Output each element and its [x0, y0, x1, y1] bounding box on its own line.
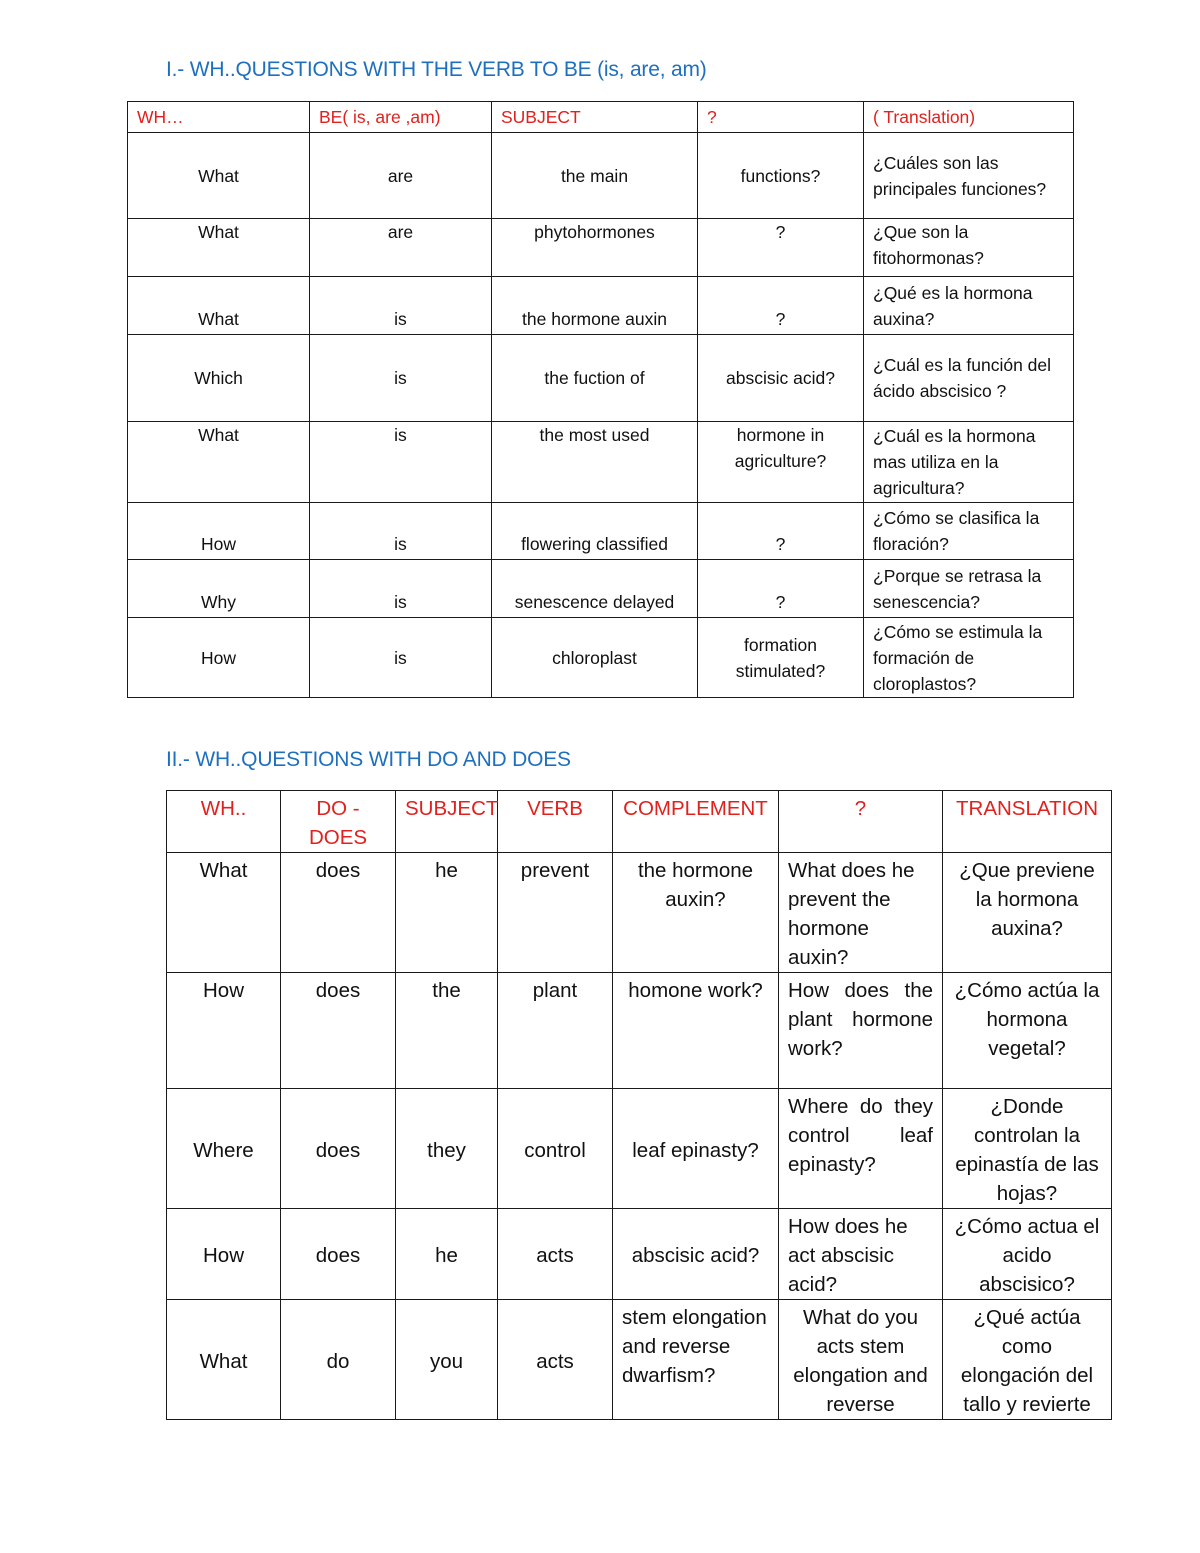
table-cell: ¿Donde controlan la epinastía de las hojas?: [943, 1089, 1112, 1209]
header-cell: ?: [698, 102, 864, 133]
table-cell: ?: [698, 219, 864, 277]
table-cell: the: [396, 973, 498, 1089]
table-cell: ¿Porque se retrasa la senescencia?: [864, 560, 1074, 618]
header-cell: WH…: [128, 102, 310, 133]
table-cell: How does he act abscisic acid?: [779, 1209, 943, 1300]
table-cell: ?: [698, 277, 864, 335]
header-cell: TRANSLATION: [943, 791, 1112, 853]
table-cell: How: [128, 503, 310, 560]
table-cell: he: [396, 1209, 498, 1300]
table-cell: What: [167, 1300, 281, 1420]
table-cell: is: [310, 277, 492, 335]
table-cell: ¿Que previene la hormona auxina?: [943, 853, 1112, 973]
header-cell: VERB: [498, 791, 613, 853]
section1-title: I.- WH..QUESTIONS WITH THE VERB TO BE (is, are, am): [166, 58, 707, 81]
table-cell: ?: [698, 503, 864, 560]
table-cell: flowering classified: [492, 503, 698, 560]
table-cell: What: [128, 219, 310, 277]
table-cell: the hormone auxin: [492, 277, 698, 335]
table-cell: hormone in agriculture?: [698, 422, 864, 503]
table-row: [167, 973, 1112, 1089]
table-row: [128, 560, 1074, 618]
header-cell: BE( is, are ,am): [310, 102, 492, 133]
table-row: [128, 422, 1074, 503]
table-cell: phytohormones: [492, 219, 698, 277]
table-cell: is: [310, 335, 492, 422]
table-cell: What: [167, 853, 281, 973]
table-cell: the main: [492, 133, 698, 219]
table-cell: functions?: [698, 133, 864, 219]
table-cell: acts: [498, 1300, 613, 1420]
table-cell: ¿Que son la fitohormonas?: [864, 219, 1074, 277]
table-cell: the most used: [492, 422, 698, 503]
table-row: [167, 1300, 1112, 1420]
section2-title: II.- WH..QUESTIONS WITH DO AND DOES: [166, 748, 571, 771]
table-cell: ¿Cómo se clasifica la floración?: [864, 503, 1074, 560]
table-cell: does: [281, 853, 396, 973]
table-row: [128, 277, 1074, 335]
table-cell: Which: [128, 335, 310, 422]
table-cell: ¿Cómo se estimula la formación de cloroplastos?: [864, 618, 1074, 698]
do-does-questions-table: [166, 790, 1112, 1420]
table-cell: What: [128, 133, 310, 219]
table-cell: Where do they control leaf epinasty?: [779, 1089, 943, 1209]
table-cell: chloroplast: [492, 618, 698, 698]
table-cell: plant: [498, 973, 613, 1089]
table-cell: leaf epinasty?: [613, 1089, 779, 1209]
be-questions-table: [127, 101, 1074, 698]
table-cell: Where: [167, 1089, 281, 1209]
table-row: [167, 1209, 1112, 1300]
table-cell: he: [396, 853, 498, 973]
table-row: [128, 219, 1074, 277]
table-cell: is: [310, 503, 492, 560]
table-cell: ¿Cómo actúa la hormona vegetal?: [943, 973, 1112, 1089]
header-cell: DO - DOES: [281, 791, 396, 853]
table-cell: What does he prevent the hormone auxin?: [779, 853, 943, 973]
header-cell: ( Translation): [864, 102, 1074, 133]
header-cell: ?: [779, 791, 943, 853]
table-row: [128, 133, 1074, 219]
table-cell: the fuction of: [492, 335, 698, 422]
table-header-row: [128, 102, 1074, 133]
table-cell: What do you acts stem elongation and reverse: [779, 1300, 943, 1420]
header-cell: WH..: [167, 791, 281, 853]
table-cell: does: [281, 973, 396, 1089]
table-cell: What: [128, 277, 310, 335]
table-cell: does: [281, 1089, 396, 1209]
table-cell: control: [498, 1089, 613, 1209]
table-cell: How: [167, 973, 281, 1089]
header-cell: SUBJECT: [396, 791, 498, 853]
table-cell: senescence delayed: [492, 560, 698, 618]
table-cell: abscisic acid?: [613, 1209, 779, 1300]
table-cell: ?: [698, 560, 864, 618]
table-cell: ¿Cómo actua el acido abscisico?: [943, 1209, 1112, 1300]
table-cell: is: [310, 422, 492, 503]
table-cell: homone work?: [613, 973, 779, 1089]
table-cell: do: [281, 1300, 396, 1420]
table-cell: are: [310, 133, 492, 219]
table-cell: ¿Cuál es la hormona mas utiliza en la agricultura?: [864, 422, 1074, 503]
table-row: [167, 1089, 1112, 1209]
table-cell: How: [128, 618, 310, 698]
table-cell: abscisic acid?: [698, 335, 864, 422]
table-cell: is: [310, 618, 492, 698]
header-cell: COMPLEMENT: [613, 791, 779, 853]
table-cell: Why: [128, 560, 310, 618]
table-cell: ¿Cuáles son las principales funciones?: [864, 133, 1074, 219]
table-cell: you: [396, 1300, 498, 1420]
table-cell: How: [167, 1209, 281, 1300]
table-cell: ¿Qué actúa como elongación del tallo y revierte: [943, 1300, 1112, 1420]
table-row: [128, 335, 1074, 422]
table-row: [128, 503, 1074, 560]
header-cell: SUBJECT: [492, 102, 698, 133]
table-cell: is: [310, 560, 492, 618]
table-cell: they: [396, 1089, 498, 1209]
table-cell: the hormone auxin?: [613, 853, 779, 973]
table-cell: stem elongation and reverse dwarfism?: [613, 1300, 779, 1420]
table-cell: does: [281, 1209, 396, 1300]
table-cell: are: [310, 219, 492, 277]
table-cell: ¿Cuál es la función del ácido abscisico ?: [864, 335, 1074, 422]
table-cell: ¿Qué es la hormona auxina?: [864, 277, 1074, 335]
table-cell: What: [128, 422, 310, 503]
table-header-row: [167, 791, 1112, 853]
table-cell: acts: [498, 1209, 613, 1300]
table-cell: How does the plant hormone work?: [779, 973, 943, 1089]
table-cell: formation stimulated?: [698, 618, 864, 698]
table-cell: prevent: [498, 853, 613, 973]
table-row: [128, 618, 1074, 698]
table-row: [167, 853, 1112, 973]
